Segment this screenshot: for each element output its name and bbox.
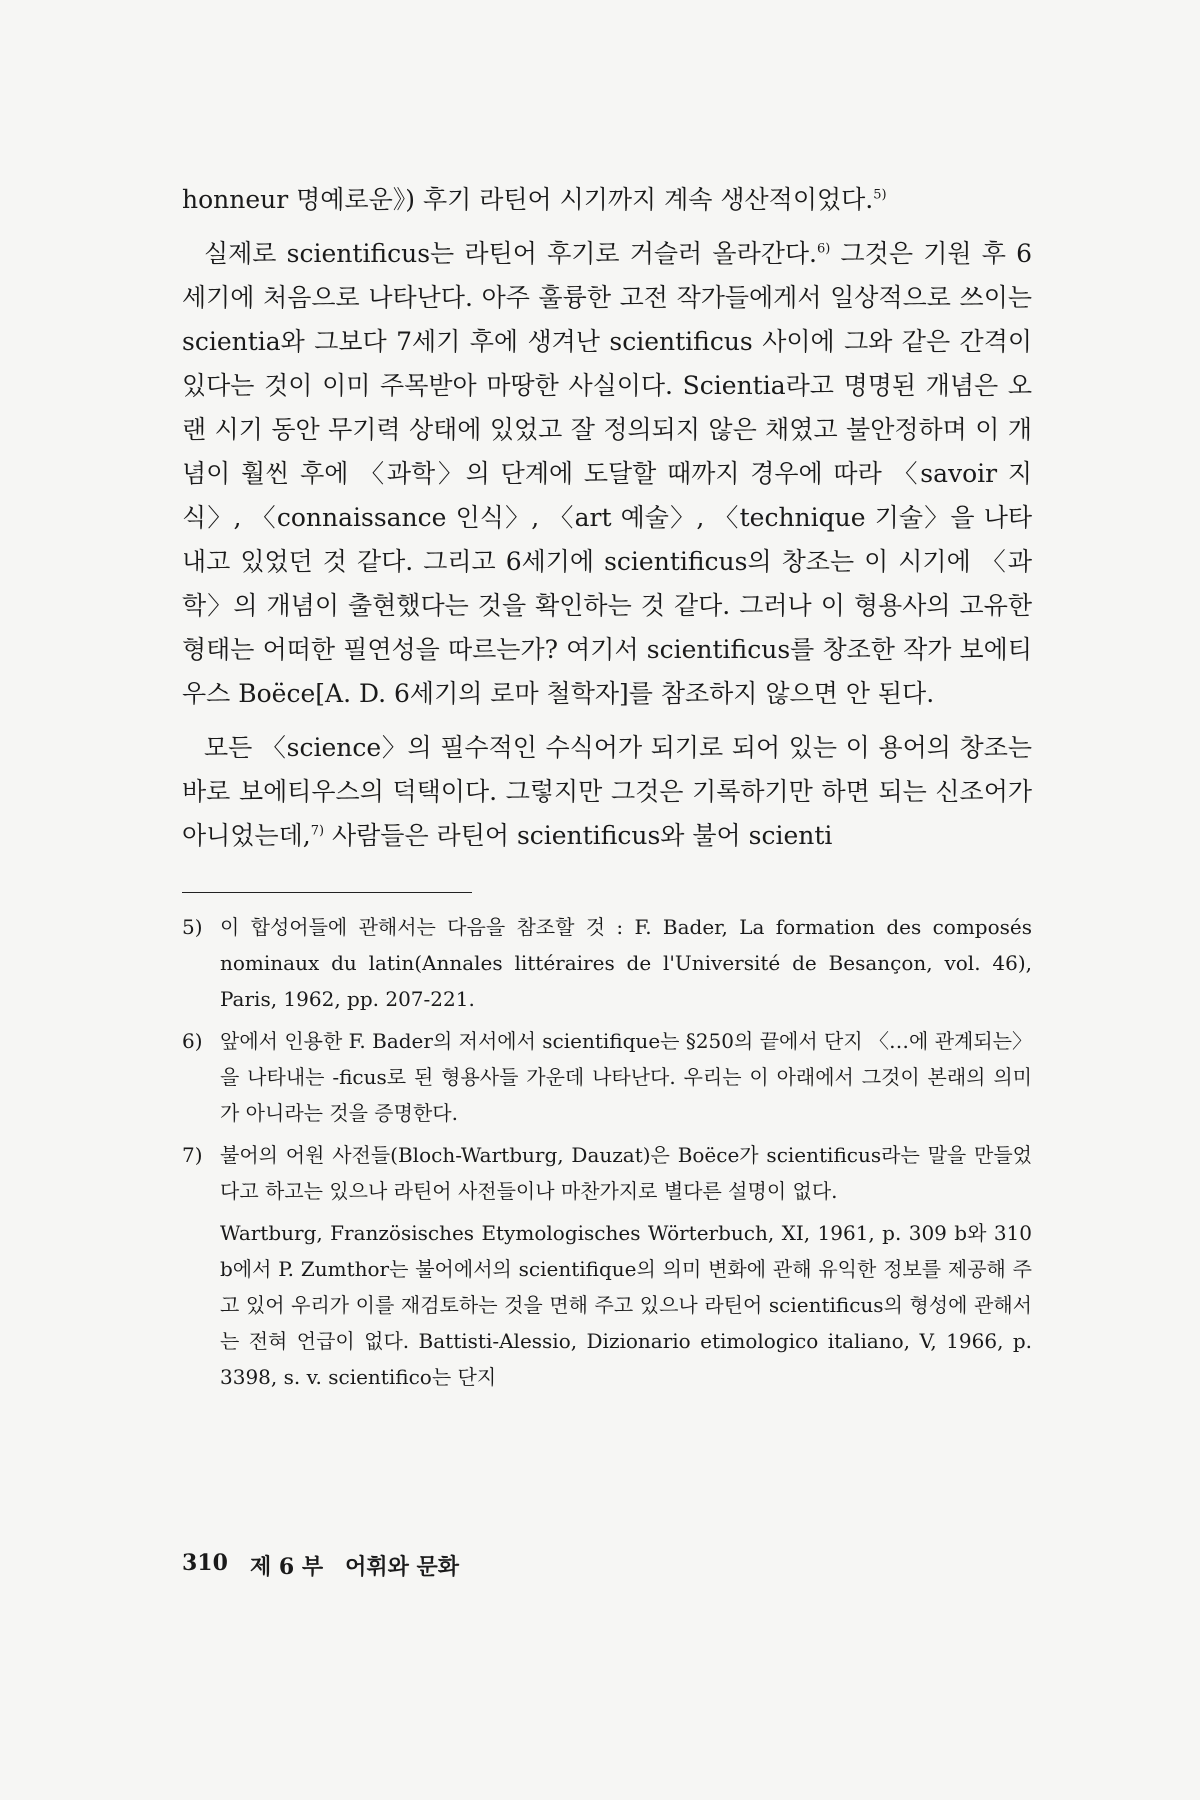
body-text: [182, 178, 1032, 858]
footnote-7: [182, 1137, 1032, 1209]
footnote-text: 앞에서 인용한 F. Bader의 저서에서 scientifique는 §250의 끝에서 단지 〈…에 관계되는〉을 나타내는 -ficus로 된 형용사들 가운데 나타난다. 우리는 이 아래에서 그것이 본래의 의미가 아니라는 것을 증명한다.: [220, 1029, 1032, 1125]
page-footer: [182, 1550, 459, 1581]
paragraph-3-text-b: 사람들은 라틴어 scientificus와 불어 scienti: [324, 821, 833, 850]
paragraph-3: [182, 726, 1032, 858]
footnote-5: [182, 909, 1032, 1017]
page-number: 310: [182, 1550, 228, 1576]
part-title: 어휘와 문화: [345, 1554, 459, 1580]
footnote-number: 7): [182, 1143, 203, 1167]
footnote-ref-5[interactable]: 5): [873, 187, 887, 203]
footnote-ref-6[interactable]: 6): [816, 241, 831, 257]
part-label: 제 6 부: [249, 1554, 324, 1580]
paragraph-2-text-b: 그것은 기원 후 6세기에 처음으로 나타난다. 아주 훌륭한 고전 작가들에게서 일상적으로 쓰이는 scientia와 그보다 7세기 후에 생겨난 scientificus 사이에 그와 같은 간격이 있다는 것이 이미 주목받아 마땅한 사실이다. Scientia라고 명명된 개념은 오랜 시기 동안 무기력 상태에 있었고 잘 정의되지 않은 채였고 불안정하며 이 개념이 훨씬 후에 〈과학〉의 단계에 도달할 때까지 경우에 따라 〈savoir 지식〉, 〈connaissance 인식〉, 〈art 예술〉, 〈technique 기술〉을 나타내고 있었던 것 같다. 그리고 6세기에 scientificus의 창조는 이 시기에 〈과학〉의 개념이 출현했다는 것을 확인하는 것 같다. 그러나 이 형용사의 고유한 형태는 어떠한 필연성을 따르는가? 여기서 scientificus를 창조한 작가 보에티우스 Boëce[A. D. 6세기의 로마 철학자]를 참조하지 않으면 안 된다.: [182, 239, 1032, 708]
paragraph-2: [182, 232, 1032, 716]
paragraph-1-text: honneur 명예로운》) 후기 라틴어 시기까지 계속 생산적이었다.: [182, 185, 874, 214]
footnote-text: 이 합성어들에 관해서는 다음을 참조할 것 : F. Bader, La formation des composés nominaux du latin(Annales littéraires de l'Université de Besançon, vol. 46), Paris, 1962, pp. 207-221.: [220, 915, 1032, 1011]
footnote-6: [182, 1023, 1032, 1131]
paragraph-2-text-a: 실제로 scientificus는 라틴어 후기로 거슬러 올라간다.: [204, 239, 817, 268]
footnote-divider: [182, 892, 472, 893]
footnotes: [182, 909, 1032, 1395]
paragraph-1: [182, 178, 1032, 222]
footnote-ref-7[interactable]: 7): [310, 823, 325, 839]
paragraph-3-text-a: 모든 〈science〉의 필수적인 수식어가 되기로 되어 있는 이 용어의 창조는 바로 보에티우스의 덕택이다. 그렇지만 그것은 기록하기만 하면 되는 신조어가 아니었는데,: [182, 733, 1032, 850]
footnote-text: 불어의 어원 사전들(Bloch-Wartburg, Dauzat)은 Boëce가 scientificus라는 말을 만들었다고 하고는 있으나 라틴어 사전들이나 마찬가지로 별다른 설명이 없다.: [220, 1143, 1032, 1203]
footnote-number: 5): [182, 915, 203, 939]
footnote-number: 6): [182, 1029, 203, 1053]
footnote-7-continuation: Wartburg, Französisches Etymologisches Wörterbuch, XI, 1961, p. 309 b와 310 b에서 P. Zumthor는 불어에서의 scientifique의 의미 변화에 관해 유익한 정보를 제공해 주고 있어 우리가 이를 재검토하는 것을 면해 주고 있으나 라틴어 scientificus의 형성에 관해서는 전혀 언급이 없다. Battisti-Alessio, Dizionario etimologico italiano, V, 1966, p. 3398, s. v. scientifico는 단지: [220, 1221, 1032, 1389]
page-content: [182, 178, 1032, 1395]
